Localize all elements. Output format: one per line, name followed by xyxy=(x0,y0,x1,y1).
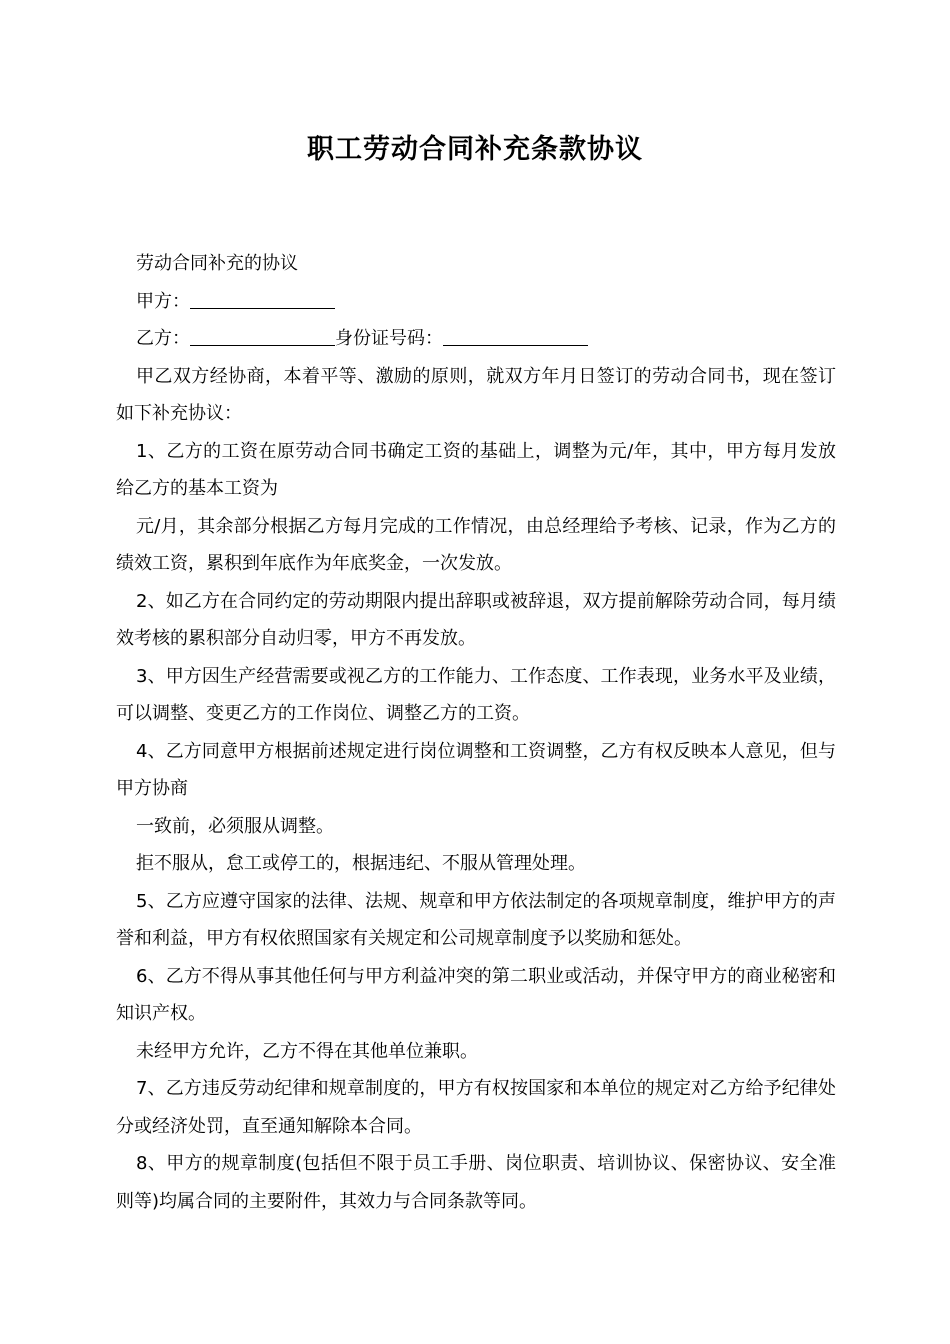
party-a-label: 甲方： xyxy=(136,290,190,312)
paragraph: 拒不服从，怠工或停工的，根据违纪、不服从管理处理。 xyxy=(136,853,586,874)
paragraph: 元/月，其余部分根据乙方每月完成的工作情况，由总经理给予考核、记录，作为乙方的绩效工资，累积到年底作为年底奖金，一次发放。 xyxy=(116,515,836,574)
paragraph: 7、乙方违反劳动纪律和规章制度的，甲方有权按国家和本单位的规定对乙方给予纪律处分或经济处罚，直至通知解除本合同。 xyxy=(116,1078,836,1137)
paragraph: 6、乙方不得从事其他任何与甲方利益冲突的第二职业或活动，并保守甲方的商业秘密和知识产权。 xyxy=(116,965,836,1024)
paragraph: 5、乙方应遵守国家的法律、法规、规章和甲方依法制定的各项规章制度，维护甲方的声誉和利益，甲方有权依照国家有关规定和公司规章制度予以奖励和惩处。 xyxy=(116,890,836,949)
document-body xyxy=(116,245,836,1220)
paragraph: 4、乙方同意甲方根据前述规定进行岗位调整和工资调整，乙方有权反映本人意见，但与甲方协商 xyxy=(116,740,836,799)
id-number-blank xyxy=(443,325,588,346)
party-a-line xyxy=(116,283,836,321)
party-b-line xyxy=(116,320,836,358)
party-b-label: 乙方： xyxy=(136,328,190,349)
party-a-blank xyxy=(190,288,335,309)
subtitle-line: 劳动合同补充的协议 xyxy=(136,253,298,274)
paragraph: 3、甲方因生产经营需要或视乙方的工作能力、工作态度、工作表现，业务水平及业绩，可以调整、变更乙方的工作岗位、调整乙方的工资。 xyxy=(116,665,836,724)
paragraph: 未经甲方允许，乙方不得在其他单位兼职。 xyxy=(136,1040,478,1062)
paragraph: 一致前，必须服从调整。 xyxy=(136,815,334,837)
id-number-label: 身份证号码： xyxy=(335,328,443,349)
paragraph: 1、乙方的工资在原劳动合同书确定工资的基础上，调整为元/年，其中，甲方每月发放给乙方的基本工资为 xyxy=(116,440,836,499)
party-b-blank xyxy=(190,325,335,346)
document-title: 职工劳动合同补充条款协议 xyxy=(307,134,643,165)
paragraph: 甲乙双方经协商，本着平等、激励的原则，就双方年月日签订的劳动合同书，现在签订如下补充协议： xyxy=(116,365,836,424)
paragraph: 2、如乙方在合同约定的劳动期限内提出辞职或被辞退，双方提前解除劳动合同，每月绩效考核的累积部分自动归零，甲方不再发放。 xyxy=(116,590,836,649)
paragraph: 8、甲方的规章制度(包括但不限于员工手册、岗位职责、培训协议、保密协议、安全准则等)均属合同的主要附件，其效力与合同条款等同。 xyxy=(116,1153,836,1212)
